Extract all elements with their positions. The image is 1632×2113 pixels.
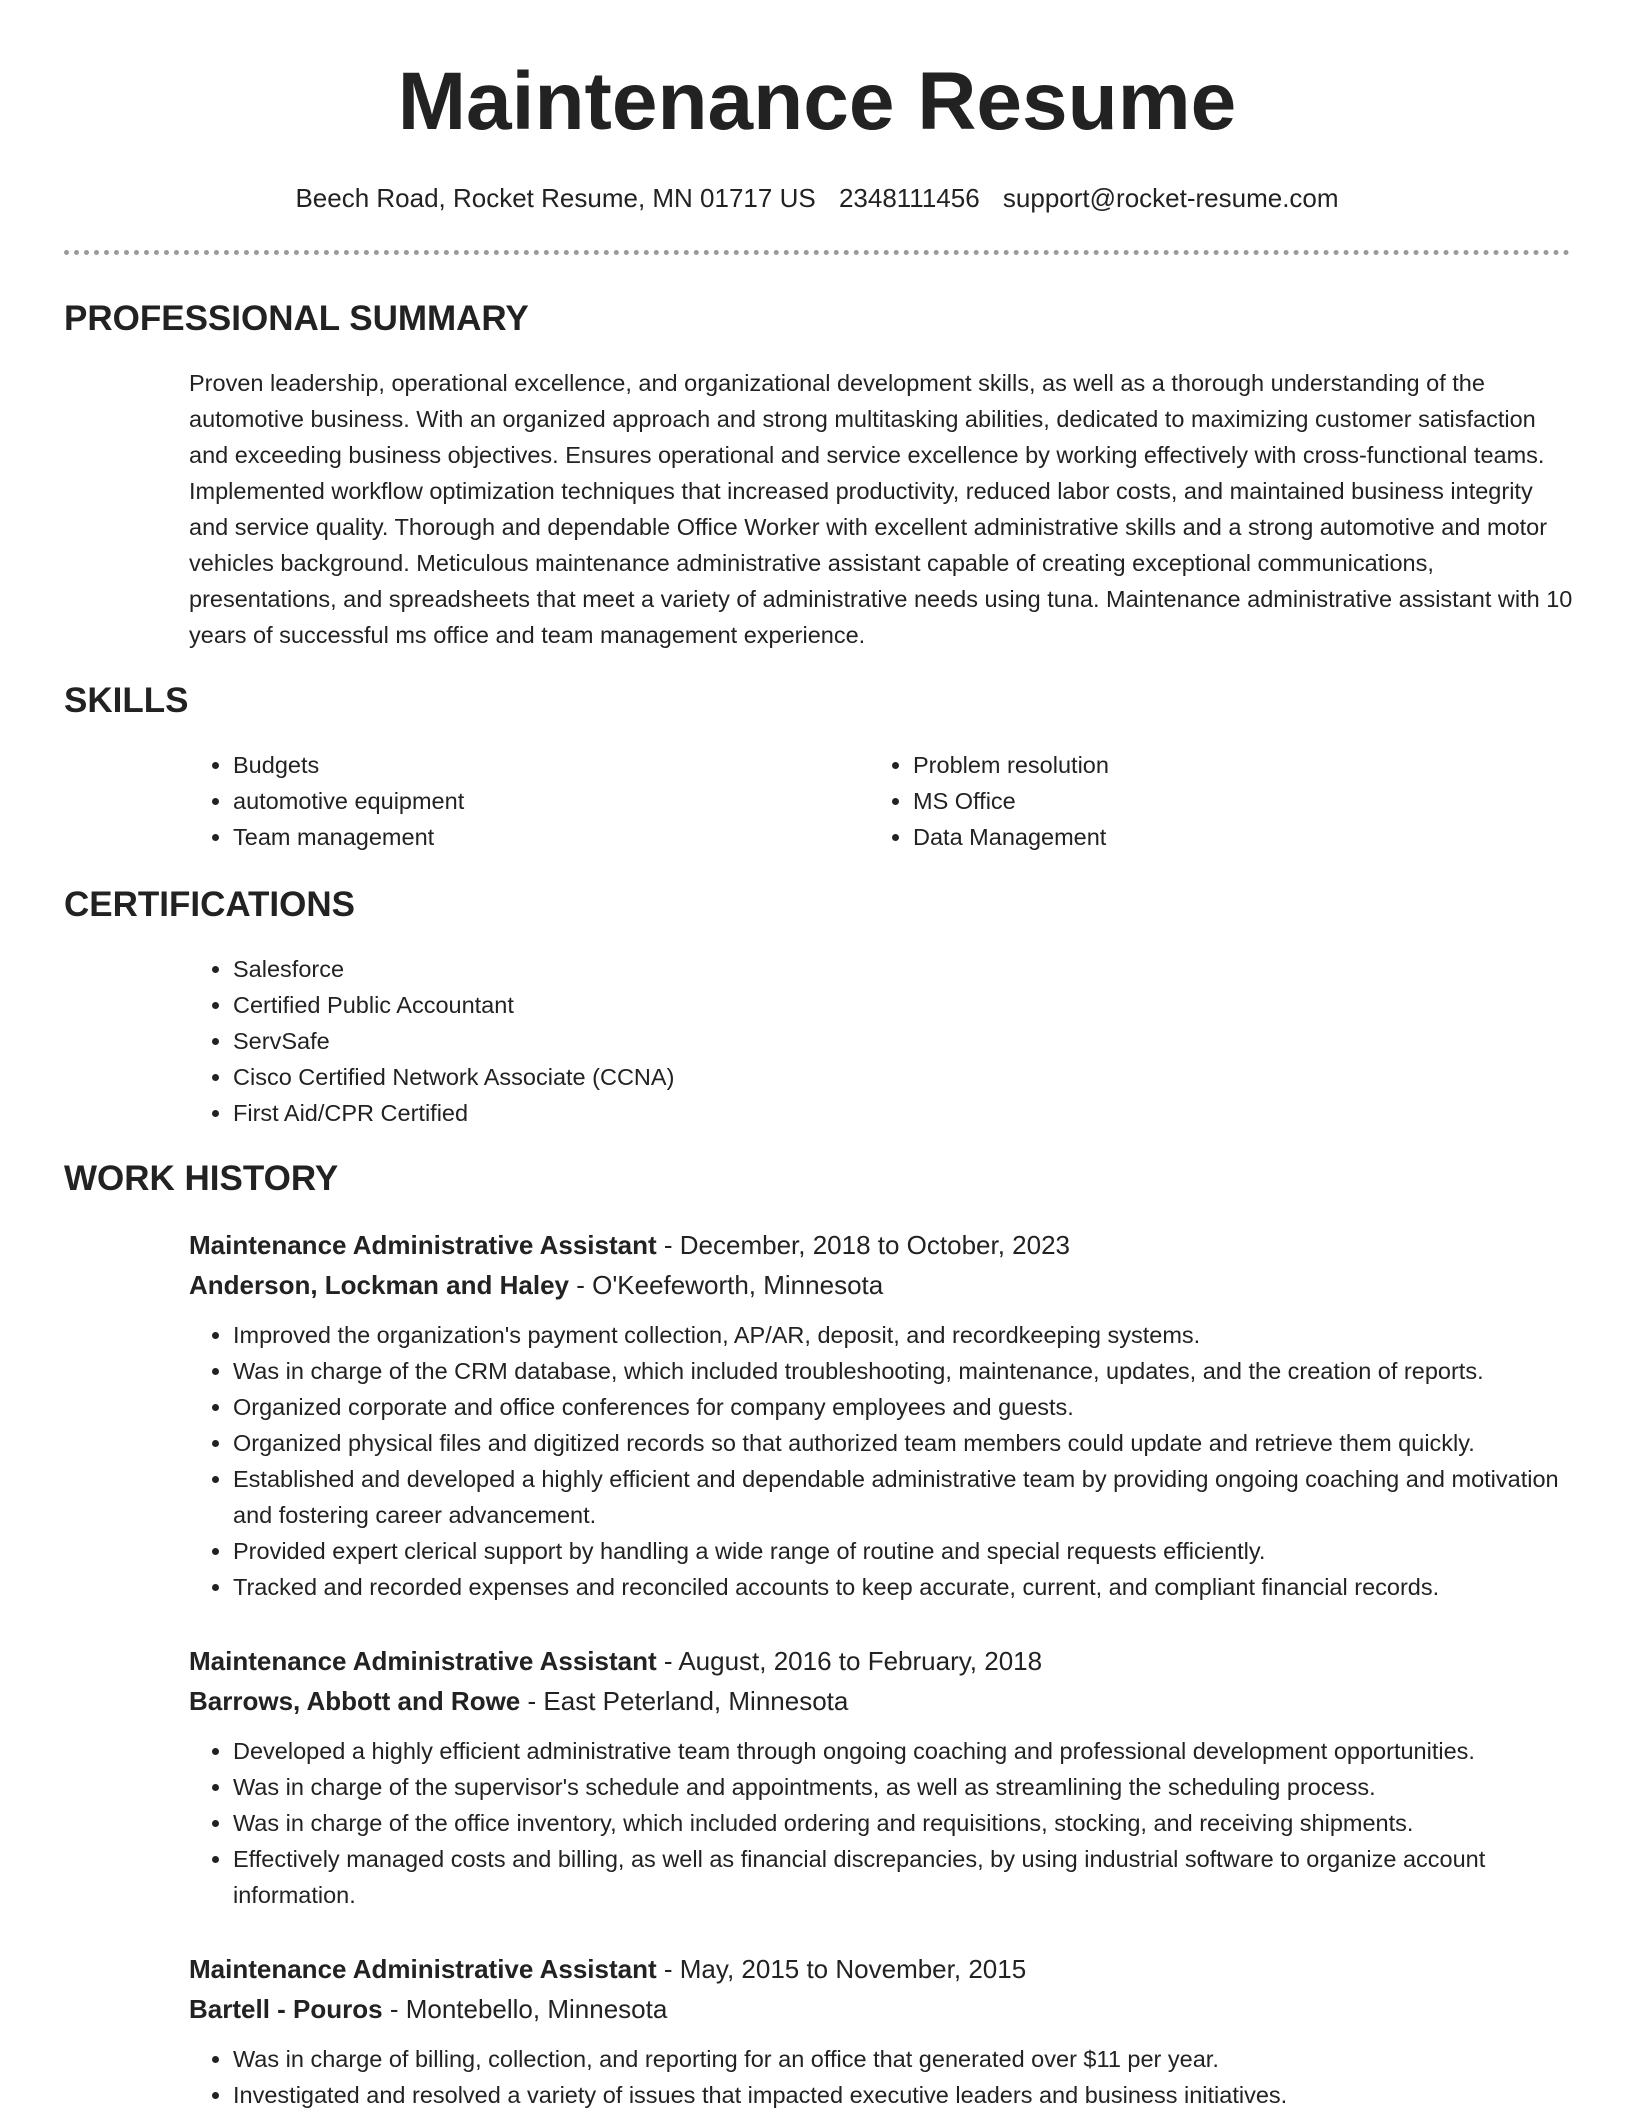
- job-bullet: • Organized physical files and digitized records so that authorized team members could update and retrieve them quickly.: [233, 1425, 1574, 1461]
- job-bullet: • Provided expert clerical support by handling a wide range of routine and special requests efficiently.: [233, 1533, 1574, 1569]
- job-bullet: • Was in charge of billing, collection, and reporting for an office that generated over $11 per year.: [233, 2041, 1574, 2077]
- certification-item: • First Aid/CPR Certified: [233, 1095, 1233, 1131]
- job-location: - East Peterland, Minnesota: [520, 1686, 849, 1716]
- job-bullet: • Was in charge of the office inventory, which included ordering and requisitions, stocking, and receiving shipments.: [233, 1805, 1574, 1841]
- certifications-heading: CERTIFICATIONS: [64, 885, 356, 924]
- certifications-list: [189, 951, 1233, 1131]
- skills-list-left: [189, 747, 833, 855]
- certification-item: • Cisco Certified Network Associate (CCNA): [233, 1059, 1233, 1095]
- skill-item: • Problem resolution: [913, 747, 1513, 783]
- job-bullet: • Was in charge of the CRM database, which included troubleshooting, maintenance, updates, and the creation of reports.: [233, 1353, 1574, 1389]
- job-title-line: [189, 1949, 1574, 1989]
- job-bullet: • Improved the organization's payment collection, AP/AR, deposit, and recordkeeping systems.: [233, 1317, 1574, 1353]
- job-company-line: [189, 1989, 1574, 2029]
- skills-list-right: [869, 747, 1513, 855]
- skill-item: • automotive equipment: [233, 783, 833, 819]
- skills-heading: SKILLS: [64, 681, 189, 720]
- contact-phone: 2348111456: [838, 183, 980, 213]
- skill-item: • Team management: [233, 819, 833, 855]
- job-dates: - May, 2015 to November, 2015: [656, 1954, 1027, 1984]
- job-bullets: [189, 1317, 1574, 1605]
- job-company-line: [189, 1681, 1574, 1721]
- skill-item: • Data Management: [913, 819, 1513, 855]
- job-bullet: • Effectively managed costs and billing, as well as financial discrepancies, by using industrial software to organize account information.: [233, 1841, 1574, 1913]
- contact-line: [64, 180, 1570, 216]
- skill-item: • MS Office: [913, 783, 1513, 819]
- contact-address: Beech Road, Rocket Resume, MN 01717 US: [295, 183, 816, 213]
- contact-email: support@rocket-resume.com: [1002, 183, 1339, 213]
- header-divider: [64, 250, 1570, 255]
- job-entry: [189, 1949, 1574, 2113]
- job-company-line: [189, 1265, 1574, 1305]
- job-title: Maintenance Administrative Assistant: [189, 1230, 657, 1260]
- job-bullets: [189, 1733, 1574, 1913]
- job-bullet: • Established and developed a highly efficient and dependable administrative team by providing ongoing coaching and motivation and fostering career advancement.: [233, 1461, 1574, 1533]
- job-company: Anderson, Lockman and Haley: [189, 1270, 569, 1300]
- job-dates: - August, 2016 to February, 2018: [656, 1646, 1043, 1676]
- job-bullet: • Organized corporate and office conferences for company employees and guests.: [233, 1389, 1574, 1425]
- job-location: - O'Keefeworth, Minnesota: [568, 1270, 884, 1300]
- job-bullet: • Developed a highly efficient administrative team through ongoing coaching and professional development opportunities.: [233, 1733, 1574, 1769]
- job-bullet: • Was in charge of the supervisor's schedule and appointments, as well as streamlining the scheduling process.: [233, 1769, 1574, 1805]
- summary-heading: PROFESSIONAL SUMMARY: [64, 299, 529, 338]
- job-dates: - December, 2018 to October, 2023: [656, 1230, 1071, 1260]
- work-history-heading: WORK HISTORY: [64, 1159, 339, 1198]
- job-entry: [189, 1225, 1574, 1605]
- job-company: Barrows, Abbott and Rowe: [189, 1686, 521, 1716]
- summary-text: Proven leadership, operational excellence, and organizational development skills, as well as a thorough understanding of the automotive business. With an organized approach and strong multitasking abilities, dedicated to maximizing customer satisfaction and exceeding business objectives. Ensures operational and service excellence by working effectively with cross-functional teams. Implemented workflow optimization techniques that increased productivity, reduced labor costs, and maintained business integrity and service quality. Thorough and dependable Office Worker with excellent administrative skills and a strong automotive and motor vehicles background. Meticulous maintenance administrative assistant capable of creating exceptional communications, presentations, and spreadsheets that meet a variety of administrative needs using tuna. Maintenance administrative assistant with 10 years of successful ms office and team management experience.: [189, 370, 1573, 648]
- job-bullet: • Investigated and resolved a variety of issues that impacted executive leaders and business initiatives.: [233, 2077, 1574, 2113]
- certification-item: • Certified Public Accountant: [233, 987, 1233, 1023]
- job-title-line: [189, 1225, 1574, 1265]
- job-title: Maintenance Administrative Assistant: [189, 1646, 657, 1676]
- job-title-line: [189, 1641, 1574, 1681]
- job-title: Maintenance Administrative Assistant: [189, 1954, 657, 1984]
- job-entry: [189, 1641, 1574, 1913]
- resume-title: Maintenance Resume: [397, 56, 1237, 147]
- certification-item: • Salesforce: [233, 951, 1233, 987]
- skill-item: • Budgets: [233, 747, 833, 783]
- job-location: - Montebello, Minnesota: [382, 1994, 668, 2024]
- job-bullet: • Tracked and recorded expenses and reconciled accounts to keep accurate, current, and compliant financial records.: [233, 1569, 1574, 1605]
- certification-item: • ServSafe: [233, 1023, 1233, 1059]
- job-company: Bartell - Pouros: [189, 1994, 383, 2024]
- job-bullets: [189, 2041, 1574, 2113]
